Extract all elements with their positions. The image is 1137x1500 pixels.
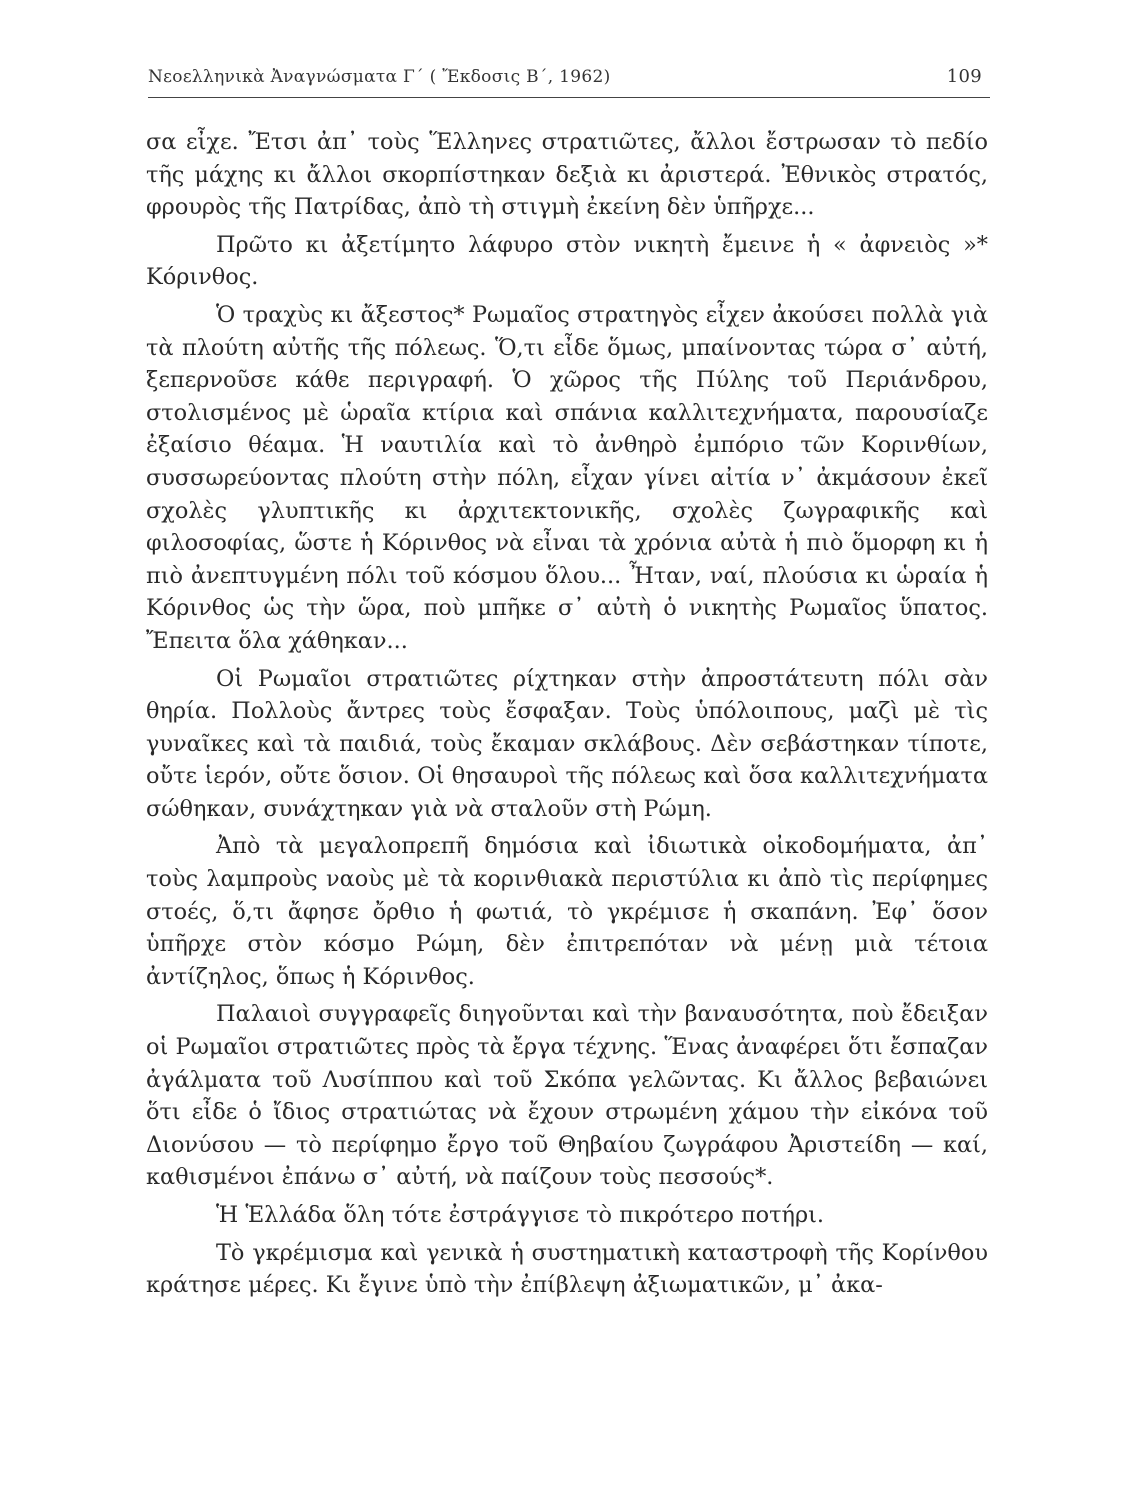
paragraph: Παλαιοὶ συγγραφεῖς διηγοῦνται καὶ τὴν βαναυσότητα, ποὺ ἔδειξαν οἱ Ρωμαῖοι στρατιῶτες πρὸς τὰ ἔργα τέχνης. Ἕνας ἀναφέρει ὅτι ἔσπαζαν ἀγάλματα τοῦ Λυσίππου καὶ τοῦ Σκόπα γελῶντας. Κι ἄλλος βεβαιώνει ὅτι εἶδε ὁ ἴδιος στρατιώτας νὰ ἔχουν στρωμένη χάμου τὴν εἰκόνα τοῦ Διονύσου — τὸ περίφημο ἔργο τοῦ Θηβαίου ζωγράφου Ἀριστείδη — καί, καθισμένοι ἐπάνω σ᾿ αὐτή, νὰ παίζουν τοὺς πεσσούς*.: [146, 1001, 988, 1191]
paragraph: σα εἶχε. Ἔτσι ἀπ᾿ τοὺς Ἕλληνες στρατιῶτες, ἄλλοι ἔστρωσαν τὸ πεδίο τῆς μάχης κι ἄλλοι σκορπίστηκαν δεξιὰ κι ἀριστερά. Ἐθνικὸς στρατός, φρουρὸς τῆς Πατρίδας, ἀπὸ τὴ στιγμὴ ἐκείνη δὲν ὑπῆρχε...: [146, 129, 988, 221]
paragraph: Ἡ Ἑλλάδα ὅλη τότε ἐστράγγισε τὸ πικρότερο ποτήρι.: [216, 1202, 825, 1228]
paragraph: Πρῶτο κι ἀξετίμητο λάφυρο στὸν νικητὴ ἔμεινε ἡ « ἀφνειὸς »* Κόρινθος.: [146, 231, 988, 291]
paragraph: Ἀπὸ τὰ μεγαλοπρεπῆ δημόσια καὶ ἰδιωτικὰ οἰκοδομήματα, ἀπ᾿ τοὺς λαμπροὺς ναοὺς μὲ τὰ κορινθιακὰ περιστύλια κι ἀπὸ τὶς περίφημες στοές, ὅ,τι ἄφησε ὄρθιο ἡ φωτιά, τὸ γκρέμισε ἡ σκαπάνη. Ἐφ᾿ ὅσον ὑπῆρχε στὸν κόσμο Ρώμη, δὲν ἐπιτρεπόταν νὰ μένῃ μιὰ τέτοια ἀντίζηλος, ὅπως ἡ Κόρινθος.: [146, 833, 988, 990]
paragraph: Τὸ γκρέμισμα καὶ γενικὰ ἡ συστηματικὴ καταστροφὴ τῆς Κορίνθου κράτησε μέρες. Κι ἔγινε ὑπὸ τὴν ἐπίβλεψη ἀξιωματικῶν, μ᾿ ἀκα-: [146, 1239, 988, 1299]
running-title: Νεοελληνικὰ Ἀναγνώσματα Γ΄ ( Ἔκδοσις Β΄, 1962): [148, 67, 611, 87]
paragraph: Ὁ τραχὺς κι ἄξεστος* Ρωμαῖος στρατηγὸς εἶχεν ἀκούσει πολλὰ γιὰ τὰ πλούτη αὐτῆς τῆς πόλεως. Ὅ,τι εἶδε ὅμως, μπαίνοντας τώρα σ᾿ αὐτή, ξεπερνοῦσε κάθε περιγραφή. Ὁ χῶρος τῆς Πύλης τοῦ Περιάνδρου, στολισμένος μὲ ὡραῖα κτίρια καὶ σπάνια καλλιτεχνήματα, παρουσίαζε ἐξαίσιο θέαμα. Ἡ ναυτιλία καὶ τὸ ἀνθηρὸ ἐμπόριο τῶν Κορινθίων, συσσωρεύοντας πλούτη στὴν πόλη, εἶχαν γίνει αἰτία ν᾿ ἀκμάσουν ἐκεῖ σχολὲς γλυπτικῆς κι ἀρχιτεκτονικῆς, σχολὲς ζωγραφικῆς καὶ φιλοσοφίας, ὥστε ἡ Κόρινθος νὰ εἶναι τὰ χρόνια αὐτὰ ἡ πιὸ ὅμορφη κι ἡ πιὸ ἀνεπτυγμένη πόλι τοῦ κόσμου ὅλου... Ἦταν, ναί, πλούσια κι ὡραία ἡ Κόρινθος ὡς τὴν ὥρα, ποὺ μπῆκε σ᾿ αὐτὴ ὁ νικητὴς Ρωμαῖος ὕπατος. Ἔπειτα ὅλα χάθηκαν...: [146, 301, 988, 654]
page-header: [148, 66, 988, 87]
page-number: 109: [946, 66, 982, 87]
body-text: [146, 126, 988, 1302]
paragraph: Οἱ Ρωμαῖοι στρατιῶτες ρίχτηκαν στὴν ἀπροστάτευτη πόλι σὰν θηρία. Πολλοὺς ἄντρες τοὺς ἔσφαξαν. Τοὺς ὑπόλοιπους, μαζὶ μὲ τὶς γυναῖκες καὶ τὰ παιδιά, τοὺς ἔκαμαν σκλάβους. Δὲν σεβάστηκαν τίποτε, οὔτε ἱερόν, οὔτε ὅσιον. Οἱ θησαυροὶ τῆς πόλεως καὶ ὅσα καλλιτεχνήματα σώθηκαν, συνάχτηκαν γιὰ νὰ σταλοῦν στὴ Ρώμη.: [146, 665, 988, 822]
header-rule: [148, 97, 990, 98]
